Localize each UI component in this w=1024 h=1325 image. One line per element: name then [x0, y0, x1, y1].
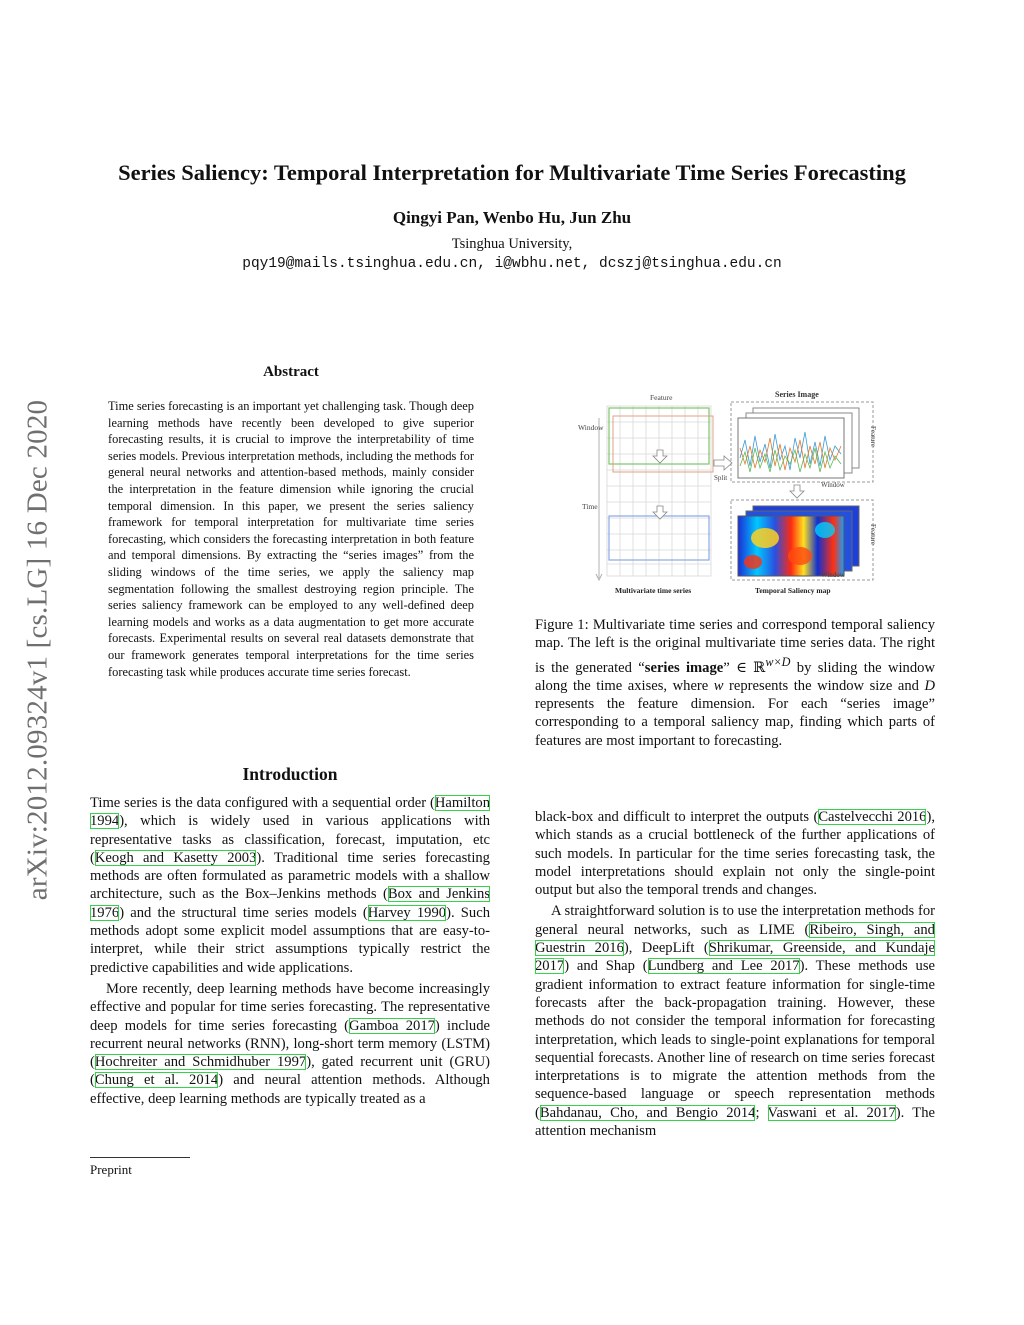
citation-link[interactable]: Vaswani et al. 2017 — [767, 1104, 896, 1121]
saliency-map-stack — [738, 506, 859, 576]
citation-link[interactable]: Shrikumar, Greenside, and Kundaje 2017 — [535, 940, 936, 975]
figure-label: Series Image — [775, 390, 819, 399]
citation-link[interactable]: Castelvecchi 2016 — [818, 809, 927, 825]
figure-label: Time — [582, 502, 598, 511]
intro-paragraph-1: Time series is the data configured with a sequential order (Hamilton 1994), which is widely used in various applications with representative tasks as classification, forecast, imputation, etc (Keogh and Kasetty 2003). Traditional time series forecasting methods are often formulated as parametric models with a shallow architecture, such as the Box–Jenkins methods (Box and Jenkins 1976) and the structural time series models (Harvey 1990). Such methods adopt some explicit model assumptions that are easy-to-interpret, while their strict assumptions typically restrict the predictive capabilities and wide applications. — [90, 795, 491, 976]
intro-paragraph-4: A straightforward solution is to use the interpretation methods for general neural networks, such as LIME (Ribeiro, Singh, and Guestrin 2016), DeepLift (Shrikumar, Greenside, and Kundaje 2017) and Shap (Lundberg and Lee 2017). These methods use gradient information to extract feature information for single-time forecasts after the back-propagation training. However, these methods do not consider the temporal information for forecasting interpretation, which leads to single-point explanations for temporal sequential forecasts. Another line of research on time series forecast interpretations is to migrate the attention methods from the sequence-based language or speech representation methods (Bahdanau, Cho, and Bengio 2014; Vaswani et al. 2017). The attention mechanism — [535, 903, 936, 1140]
down-arrow-icon — [653, 506, 667, 519]
time-series-grid — [607, 406, 711, 576]
figure-caption-left: Multivariate time series — [615, 586, 692, 595]
citation-link[interactable]: Ribeiro, Singh, and Guestrin 2016 — [535, 921, 935, 957]
figure-caption-right: Temporal Saliency map — [755, 586, 831, 595]
figure-label: Feature — [869, 524, 877, 545]
down-arrow-icon — [790, 485, 804, 498]
left-column-body — [90, 794, 490, 1108]
footnote-rule — [90, 1157, 190, 1158]
down-arrow-icon — [653, 450, 667, 463]
abstract-text: Time series forecasting is an important yet challenging task. Though deep learning methods have recently been developed to give superior forecasting results, it is crucial to improve the interpretability of time series models. Previous interpretation methods, including the methods for general neural networks and attention-based methods, mainly consider the interpretation in the feature dimension while ignoring the crucial temporal dimension. In this paper, we present the series saliency framework for temporal interpretation for multivariate time series forecasting, which considers the forecasting interpretation in both feature and temporal dimensions. By extracting the “series images” from the sliding windows of the time series, we apply the saliency map segmentation following the smallest destroying region principle. The series saliency framework can be employed to any well-defined deep learning models and works as a data augmentation to get more accurate forecasts. Experimental results on several real datasets demonstrate that our framework generates temporal interpretations for the time series forecasting task while produces accurate time series forecast. — [108, 399, 474, 679]
citation-link[interactable]: Hamilton 1994 — [90, 795, 490, 830]
citation-link[interactable]: Hochreiter and Schmidhuber 1997 — [94, 1054, 307, 1071]
figure-1 — [575, 388, 887, 600]
footnote: Preprint — [90, 1162, 132, 1177]
introduction-heading: Introduction — [242, 764, 338, 784]
paper-title: Series Saliency: Temporal Interpretation for Multivariate Time Series Forecasting — [118, 160, 906, 185]
citation-link[interactable]: Chung et al. 2014 — [94, 1072, 219, 1089]
citation-link[interactable]: Gamboa 2017 — [349, 1017, 435, 1034]
intro-paragraph-2: More recently, deep learning methods have become increasingly effective and popular for time series forecasting. The representative deep models for time series forecasting (Gamboa 2017) include recurrent neural networks (RNN), long-short term memory (LSTM) (Hochreiter and Schmidhuber 1997), gated recurrent unit (GRU) (Chung et al. 2014) and neural attention methods. Although effective, deep learning methods are typically treated as a — [90, 980, 490, 1107]
split-arrow-icon — [714, 456, 732, 470]
figure-label: Window — [578, 423, 604, 432]
citation-link[interactable]: Bahdanau, Cho, and Bengio 2014 — [539, 1104, 756, 1121]
citation-link[interactable]: Box and Jenkins 1976 — [90, 886, 491, 921]
figure-label: Window — [821, 481, 845, 489]
figure-1-caption: Figure 1: Multivariate time series and correspond temporal saliency map. The left is the original multivariate time series data. The right is the generated “series image” ∈ ℝ$^{w\times D}$ by sliding the window along the time axises, where w represents the window size and D represents the feature dimension. For each “series image” corresponding to a temporal saliency map, finding which parts of features are most important to forecasting. — [535, 617, 935, 749]
figure-label: Feature — [869, 426, 877, 447]
author-emails[interactable]: pqy19@mails.tsinghua.edu.cn, i@wbhu.net, dcszj@tsinghua.edu.cn — [242, 256, 782, 272]
intro-paragraph-3: black-box and difficult to interpret the outputs (Castelvecchi 2016), which stands as a crucial bottleneck of the further applications of such models. In particular for the time series forecasting task, the model interpretations should explain not only the single-point output but also the temporal trends and changes. — [535, 809, 935, 899]
citation-link[interactable]: Harvey 1990 — [367, 904, 447, 921]
authors: Qingyi Pan, Wenbo Hu, Jun Zhu — [392, 208, 632, 227]
citation-link[interactable]: Keogh and Kasetty 2003 — [94, 849, 257, 866]
affiliation: Tsinghua University, — [451, 236, 573, 252]
figure-label: Feature — [650, 393, 673, 402]
right-column-body — [535, 808, 935, 1140]
abstract-heading: Abstract — [263, 364, 319, 380]
series-image-stack — [738, 408, 859, 478]
figure-label: Split — [714, 474, 728, 482]
figure-label: Window — [821, 571, 845, 579]
arxiv-stamp — [18, 360, 58, 940]
arxiv-id: arXiv:2012.09324v1 [cs.LG] 16 Dec 2020 — [21, 399, 54, 901]
citation-link[interactable]: Lundberg and Lee 2017 — [647, 958, 800, 975]
